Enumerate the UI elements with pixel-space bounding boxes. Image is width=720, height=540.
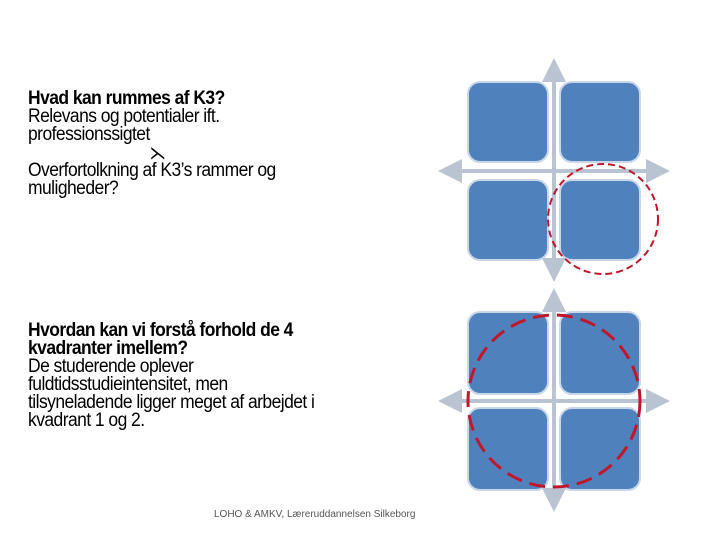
- section-2-line: De studerende oplever: [28, 356, 194, 377]
- quadrant-diagram-bottom: [450, 300, 658, 500]
- quadrant-square-2: [560, 82, 640, 162]
- section-2-line: fuldtidsstudieintensitet, men: [28, 374, 228, 395]
- section-2-line: kvadrant 1 og 2.: [28, 410, 145, 431]
- quadrant-square-4: [560, 408, 640, 490]
- quadrant-square-2: [560, 312, 640, 394]
- section-1-line: professionssigtet: [28, 124, 150, 145]
- section-1-line: Overfortolkning af K3’s rammer og: [28, 160, 276, 181]
- quadrant-square-3: [468, 180, 548, 260]
- section-2-heading: Hvordan kan vi forstå forhold de 4: [28, 320, 293, 341]
- footer-credit: LOHO & AMKV, Læreruddannelsen Silkeborg: [214, 509, 416, 520]
- quadrant-square-1: [468, 82, 548, 162]
- quadrant-square-3: [468, 408, 548, 490]
- quadrant-square-1: [468, 312, 548, 394]
- section-2-line: tilsyneladende ligger meget af arbejdet i: [28, 392, 315, 413]
- versus-symbol: ⋋: [149, 143, 166, 163]
- quadrant-diagram-top: [450, 70, 658, 274]
- section-1-line: muligheder?: [28, 178, 119, 199]
- section-1-line: Relevans og potentialer ift.: [28, 106, 220, 127]
- quadrant-square-4: [560, 180, 640, 260]
- section-1-heading: Hvad kan rummes af K3?: [28, 88, 225, 109]
- section-2-heading: kvadranter imellem?: [28, 338, 188, 359]
